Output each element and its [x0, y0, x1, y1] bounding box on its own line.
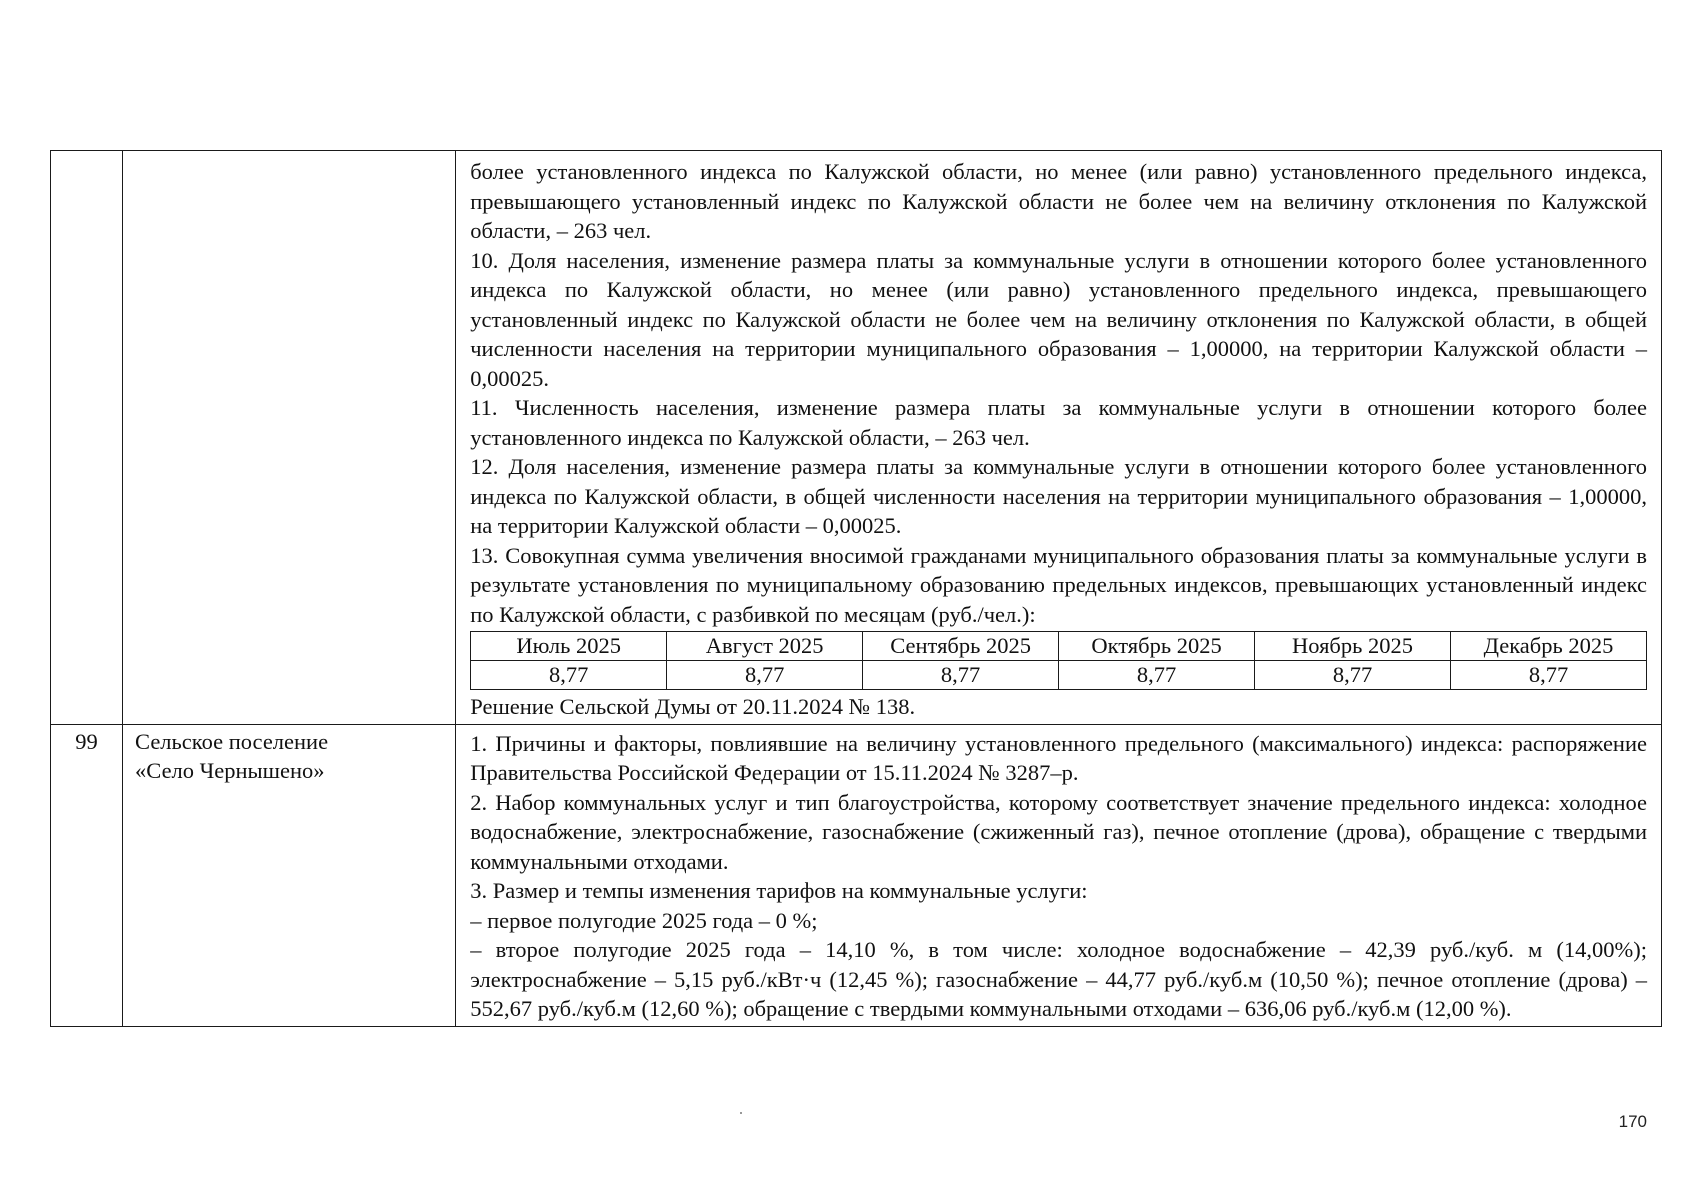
month-header: Август 2025 — [667, 632, 863, 661]
month-value: 8,77 — [667, 661, 863, 690]
month-header: Декабрь 2025 — [1451, 632, 1647, 661]
month-header: Сентябрь 2025 — [863, 632, 1059, 661]
monthly-header-row — [471, 632, 1647, 661]
document-table — [50, 150, 1662, 1027]
scan-speck — [740, 1112, 742, 1114]
row-number: 99 — [75, 728, 98, 754]
settlement-name-line: «Село Чернышено» — [135, 758, 325, 783]
month-value: 8,77 — [471, 661, 667, 690]
paragraph: 2. Набор коммунальных услуг и тип благоустройства, которому соответствует значение предельного индекса: холодное водоснабжение, электроснабжение, газоснабжение (сжиженный газ), печное отопление (дрова), обращение с твердыми коммунальными отходами. — [470, 789, 1647, 874]
table-row — [51, 724, 1662, 1026]
month-value: 8,77 — [863, 661, 1059, 690]
page-number: 170 — [1618, 1112, 1647, 1131]
paragraph: 13. Совокупная сумма увеличения вносимой гражданами муниципального образования платы за коммунальные услуги в результате установления по муниципальному образованию предельных индексов, превышающих установленный индекс по Калужской области, с разбивкой по месяцам (руб./чел.): — [470, 542, 1647, 627]
month-header: Ноябрь 2025 — [1255, 632, 1451, 661]
row-description-cell — [456, 724, 1662, 1026]
paragraph: 1. Причины и факторы, повлиявшие на величину установленного предельного (максимального) индекса: распоряжение Правительства Российской Федерации от 15.11.2024 № 3287–р. — [470, 730, 1647, 785]
month-value: 8,77 — [1255, 661, 1451, 690]
monthly-sum-table — [470, 631, 1647, 690]
decision-reference: Решение Сельской Думы от 20.11.2024 № 138. — [470, 694, 916, 719]
row-number-cell — [51, 724, 123, 1026]
row-name-cell — [123, 724, 456, 1026]
row-number-cell — [51, 151, 123, 725]
paragraph: – второе полугодие 2025 года – 14,10 %, в том числе: холодное водоснабжение – 42,39 руб./куб. м (14,00%); электроснабжение – 5,15 руб./кВт·ч (12,45 %); газоснабжение – 44,77 руб./куб.м (10,50 %); печное отопление (дрова) – 552,67 руб./куб.м (12,60 %); обращение с твердыми коммунальными отходами – 636,06 руб./куб.м (12,00 %). — [470, 937, 1647, 1021]
month-value: 8,77 — [1059, 661, 1255, 690]
month-header: Октябрь 2025 — [1059, 632, 1255, 661]
table-row — [51, 151, 1662, 725]
row-name-cell — [123, 151, 456, 725]
month-header: Июль 2025 — [471, 632, 667, 661]
settlement-name-line: Сельское поселение — [135, 728, 329, 754]
paragraph: 11. Численность населения, изменение размера платы за коммунальные услуги в отношении которого более установленного индекса по Калужской области, – 263 чел. — [470, 395, 1647, 450]
paragraph: 3. Размер и темпы изменения тарифов на коммунальные услуги: — [470, 878, 1088, 903]
paragraph: – первое полугодие 2025 года – 0 %; — [470, 907, 818, 933]
month-value: 8,77 — [1451, 661, 1647, 690]
monthly-value-row — [471, 661, 1647, 690]
row-description-cell — [456, 151, 1662, 725]
paragraph: 12. Доля населения, изменение размера платы за коммунальные услуги в отношении которого более установленного индекса по Калужской области, в общей численности населения на территории муниципального образования – 1,00000, на территории Калужской области – 0,00025. — [470, 454, 1647, 538]
paragraph: более установленного индекса по Калужской области, но менее (или равно) установленного предельного индекса, превышающего установленный индекс по Калужской области не более чем на величину отклонения по Калужской области, – 263 чел. — [470, 159, 1647, 243]
paragraph: 10. Доля населения, изменение размера платы за коммунальные услуги в отношении которого более установленного индекса по Калужской области, но менее (или равно) установленного предельного индекса, превышающего установленный индекс по Калужской области не более чем на величину отклонения по Калужской области, в общей численности населения на территории муниципального образования – 1,00000, на территории Калужской области – 0,00025. — [470, 247, 1647, 391]
